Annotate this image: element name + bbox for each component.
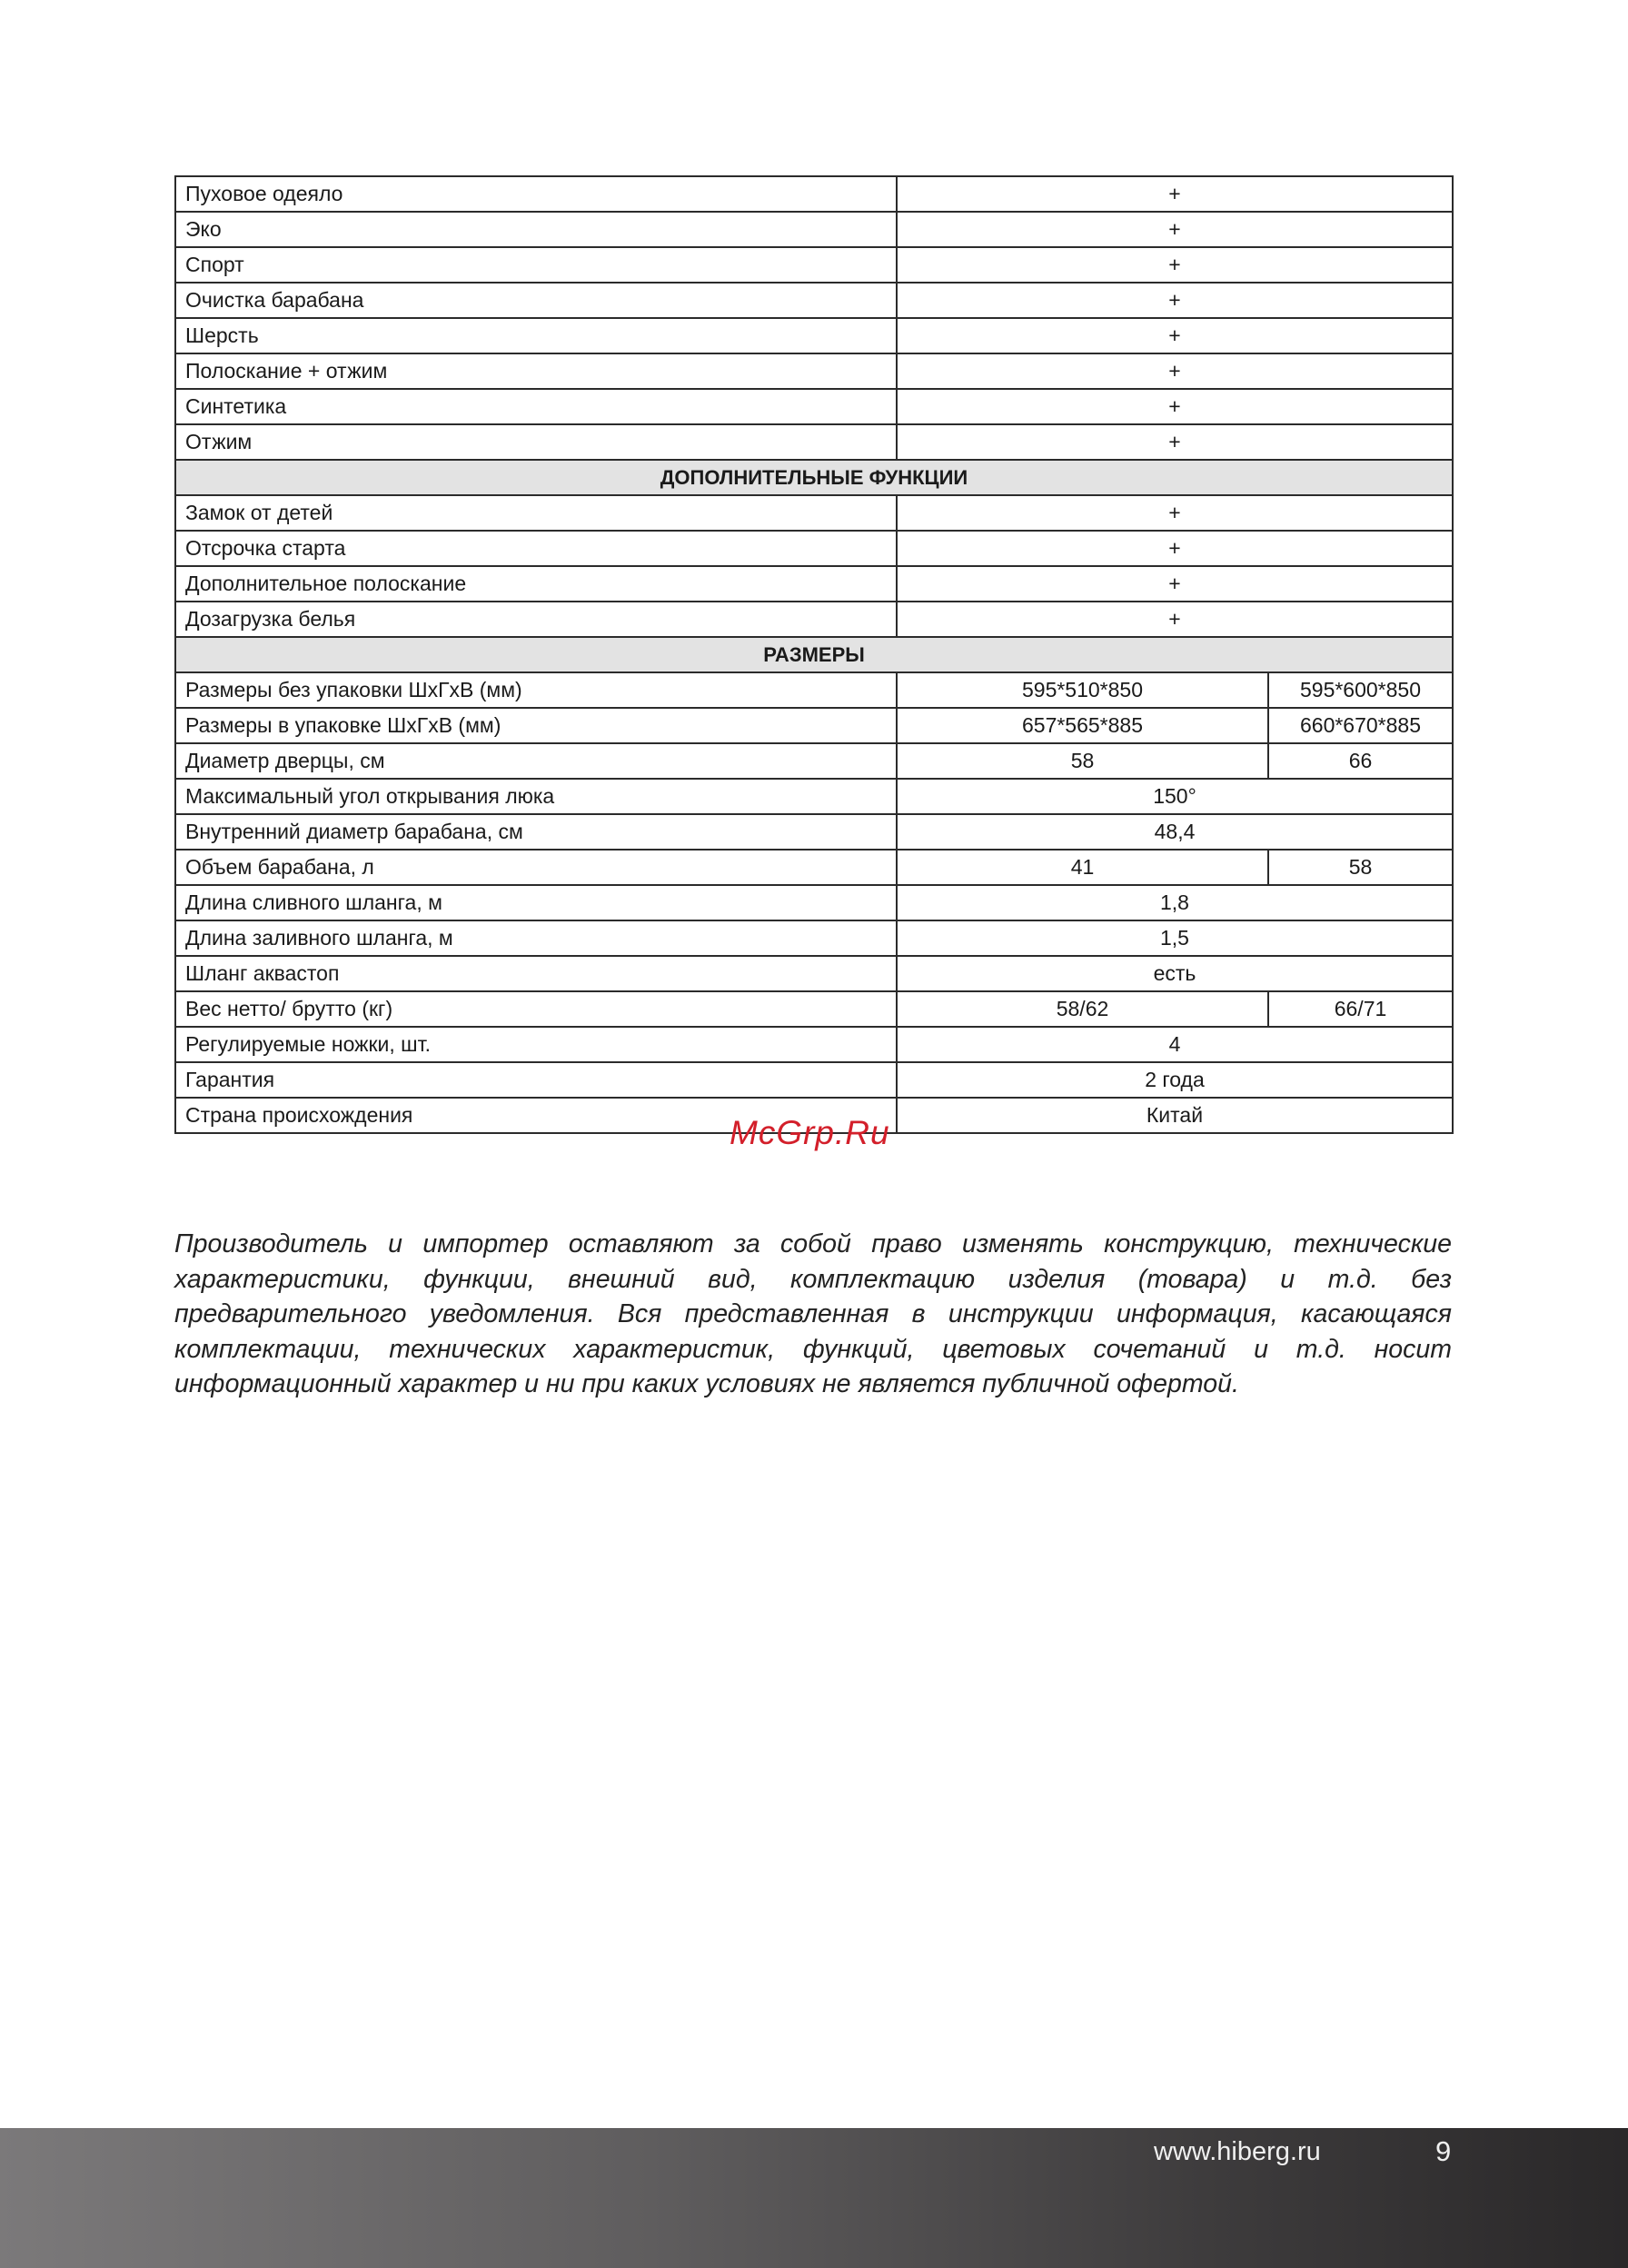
table-row: [175, 602, 1453, 637]
row-value-model-1: 657*565*885: [897, 708, 1268, 743]
row-value-model-2: 66/71: [1268, 991, 1453, 1027]
row-label: Гарантия: [175, 1062, 897, 1098]
table-row: [175, 743, 1453, 779]
table-row: [175, 814, 1453, 850]
section-title: РАЗМЕРЫ: [175, 637, 1453, 672]
row-label: Отжим: [175, 424, 897, 460]
table-row: [175, 247, 1453, 283]
row-label: Полоскание + отжим: [175, 353, 897, 389]
table-row: [175, 885, 1453, 920]
table-row: [175, 353, 1453, 389]
row-value: +: [897, 602, 1453, 637]
row-label: Очистка барабана: [175, 283, 897, 318]
row-label: Дозагрузка белья: [175, 602, 897, 637]
row-value: +: [897, 424, 1453, 460]
row-value: 1,8: [897, 885, 1453, 920]
row-value: +: [897, 566, 1453, 602]
row-value: есть: [897, 956, 1453, 991]
row-value: +: [897, 318, 1453, 353]
table-row: [175, 531, 1453, 566]
row-value: +: [897, 495, 1453, 531]
spec-table-body: [175, 176, 1453, 1133]
row-value-model-2: 595*600*850: [1268, 672, 1453, 708]
table-row: [175, 1062, 1453, 1098]
row-value-model-1: 58/62: [897, 991, 1268, 1027]
table-row: [175, 672, 1453, 708]
row-label: Шланг аквастоп: [175, 956, 897, 991]
row-value-model-1: 595*510*850: [897, 672, 1268, 708]
row-value-model-1: 41: [897, 850, 1268, 885]
row-label: Внутренний диаметр барабана, см: [175, 814, 897, 850]
table-row: [175, 850, 1453, 885]
section-header-row: [175, 637, 1453, 672]
row-label: Длина сливного шланга, м: [175, 885, 897, 920]
table-row: [175, 708, 1453, 743]
watermark: McGrp.Ru: [730, 1114, 890, 1151]
table-row: [175, 212, 1453, 247]
row-value: +: [897, 353, 1453, 389]
section-header-row: [175, 460, 1453, 495]
table-row: [175, 318, 1453, 353]
table-row: [175, 283, 1453, 318]
table-row: [175, 920, 1453, 956]
row-label: Отсрочка старта: [175, 531, 897, 566]
row-value-model-2: 58: [1268, 850, 1453, 885]
footer-bar: [0, 2128, 1628, 2268]
row-label: Размеры без упаковки ШхГхВ (мм): [175, 672, 897, 708]
row-value: +: [897, 212, 1453, 247]
row-value: 1,5: [897, 920, 1453, 956]
row-value-model-2: 66: [1268, 743, 1453, 779]
table-row: [175, 495, 1453, 531]
row-value: +: [897, 283, 1453, 318]
table-row: [175, 956, 1453, 991]
table-row: [175, 424, 1453, 460]
disclaimer-text: Производитель и импортер оставляют за собой право изменять конструкцию, технические характеристики, функции, внешний вид, комплектацию изделия (товара) и т.д. без предварительного уведомления. Вся представленная в инструкции информация, касающаяся комплектации, технических характеристик, функций, цветовых сочетаний и т.д. носит информационный характер и ни при каких условиях не является публичной офертой.: [174, 1229, 1452, 1398]
row-label: Страна происхождения: [175, 1098, 897, 1133]
table-row: [175, 176, 1453, 212]
row-value-model-1: 58: [897, 743, 1268, 779]
row-label: Регулируемые ножки, шт.: [175, 1027, 897, 1062]
row-label: Спорт: [175, 247, 897, 283]
row-value: +: [897, 247, 1453, 283]
row-value: +: [897, 389, 1453, 424]
row-label: Замок от детей: [175, 495, 897, 531]
row-value-model-2: 660*670*885: [1268, 708, 1453, 743]
row-value: 48,4: [897, 814, 1453, 850]
row-label: Длина заливного шланга, м: [175, 920, 897, 956]
table-row: [175, 991, 1453, 1027]
row-label: Вес нетто/ брутто (кг): [175, 991, 897, 1027]
page-number: 9: [1435, 2135, 1452, 2167]
table-row: [175, 779, 1453, 814]
spec-table: [174, 175, 1454, 1134]
table-row: [175, 566, 1453, 602]
row-label: Максимальный угол открывания люка: [175, 779, 897, 814]
row-label: Синтетика: [175, 389, 897, 424]
table-row: [175, 389, 1453, 424]
row-label: Диаметр дверцы, см: [175, 743, 897, 779]
row-label: Пуховое одеяло: [175, 176, 897, 212]
footer-url[interactable]: www.hiberg.ru: [1154, 2137, 1321, 2166]
row-value: +: [897, 176, 1453, 212]
row-label: Шерсть: [175, 318, 897, 353]
row-label: Размеры в упаковке ШхГхВ (мм): [175, 708, 897, 743]
table-row: [175, 1027, 1453, 1062]
section-title: ДОПОЛНИТЕЛЬНЫЕ ФУНКЦИИ: [175, 460, 1453, 495]
row-label: Объем барабана, л: [175, 850, 897, 885]
row-value: Китай: [897, 1098, 1453, 1133]
row-value: 4: [897, 1027, 1453, 1062]
row-value: 2 года: [897, 1062, 1453, 1098]
row-value: +: [897, 531, 1453, 566]
row-value: 150°: [897, 779, 1453, 814]
row-label: Эко: [175, 212, 897, 247]
row-label: Дополнительное полоскание: [175, 566, 897, 602]
